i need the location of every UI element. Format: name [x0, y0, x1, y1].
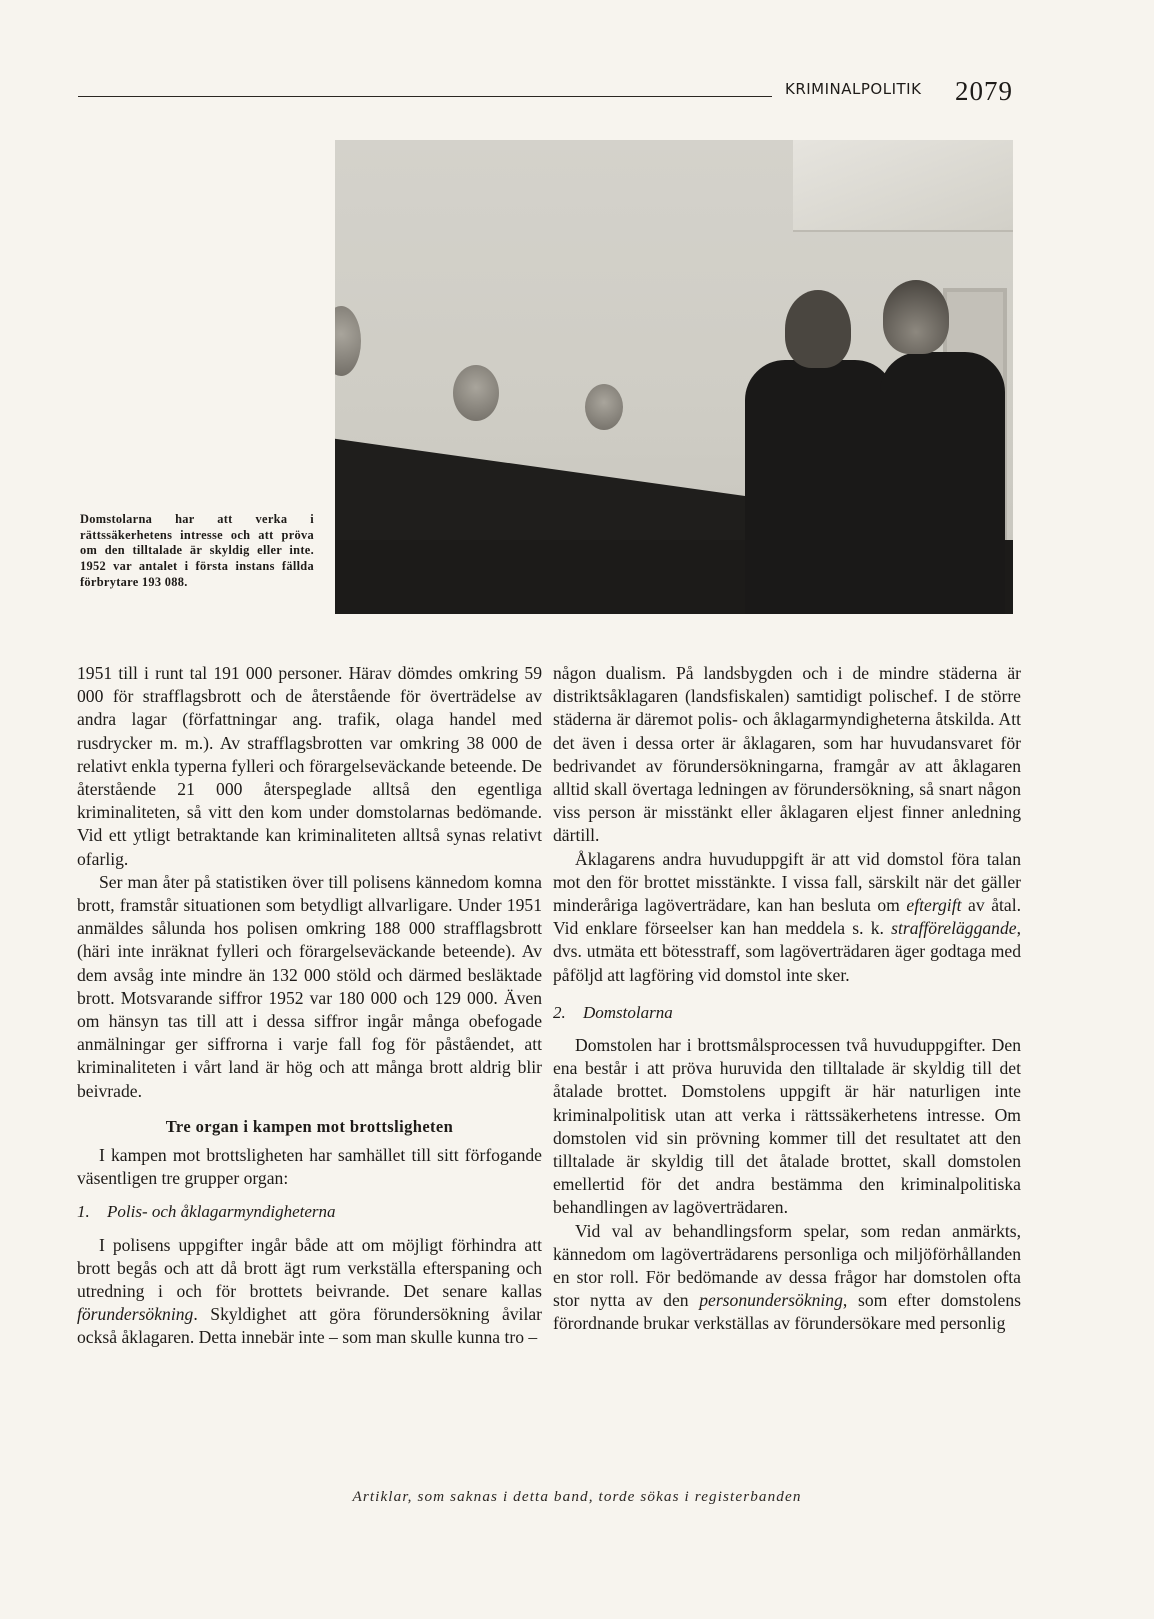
right-column [553, 662, 1021, 1336]
text-run: Vid val av behandlingsform spelar, som redan anmärkts, kännedom om lagöverträdarens personliga och miljöförhållanden en stor roll. För bedömande av dessa frågor har domstolen ofta stor nytta av den [553, 1220, 1021, 1311]
text-run: Åklagarens andra huvuduppgift är att vid domstol föra talan mot den för brottet misstänkte. I vissa fall, särskilt när det gäller minderåriga lagöverträdare, kan han besluta om [553, 848, 1021, 916]
page-number: 2079 [955, 76, 1013, 106]
emphasis: eftergift [906, 895, 962, 916]
footer-note: Artiklar, som saknas i detta band, torde sökas i registerbanden [352, 1488, 802, 1505]
subsection-heading-2 [553, 1001, 1021, 1024]
photo-standing-man-2 [880, 352, 1005, 614]
photo-judge-2 [585, 384, 623, 430]
paragraph: någon dualism. På landsbygden och i de mindre städerna är distriktsåklagaren (landsfiskalen) samtidigt polischef. I de större städerna är däremot polis- och åklagarmyndigheterna åtskilda. Att det även i dessa orter är åklagaren, som har huvudansvaret för bedrivandet av förundersökningarna, framgår av att åklagaren alltid skall övertaga ledningen av förundersökning, så snart någon viss person är misstänkt eller åklagaren eljest finner anledning därtill. [553, 663, 1021, 846]
subsection-title: Domstolarna [583, 1002, 673, 1022]
subsection-number: 2. [553, 1002, 566, 1022]
paragraph [77, 1234, 542, 1350]
running-head: KRIMINALPOLITIK [785, 80, 922, 98]
emphasis: personundersökning [699, 1290, 843, 1311]
courtroom-photo [335, 140, 1013, 614]
photo-ceiling [793, 140, 1013, 232]
photo-judge-1 [453, 365, 499, 421]
emphasis: förundersökning [77, 1304, 194, 1325]
paragraph [553, 1220, 1021, 1336]
photo-caption: Domstolarna har att verka i rättssäkerhetens intresse och att pröva om den tilltalade är skyldig eller inte. 1952 var antalet i första instans fällda förbrytare 193 088. [80, 512, 314, 589]
subsection-heading-1 [77, 1200, 542, 1223]
paragraph [553, 848, 1021, 987]
text-run: , dvs. utmäta ett bötesstraff, som lagöverträdaren äger godtaga med påföljd att lagföring vid domstol inte sker. [553, 918, 1021, 985]
text-run: . Skyldighet att göra förundersökning åvilar också åklagaren. Detta innebär inte – som man skulle kunna tro – [77, 1304, 542, 1348]
paragraph: Ser man åter på statistiken över till polisens kännedom komna brott, framstår situationen som betydligt allvarligare. Under 1951 anmäldes sålunda hos polisen omkring 188 000 strafflagsbrott (häri inte inräknat fylleri och förargelseväckande beteende). Av dem avsåg inte mindre än 132 000 stöld och därmed besläktade brott. Motsvarande siffror 1952 var 180 000 och 129 000. Även om hänsyn tas till att i dessa siffror ingår många obefogade anmälningar ger siffrorna i varje fall fog för påståendet, att kriminaliteten i vårt land är hög och att många brott aldrig blir beivrade. [77, 871, 542, 1101]
subsection-title: Polis- och åklagarmyndigheterna [107, 1202, 336, 1222]
header-rule [78, 96, 772, 97]
text-run: , som efter domstolens förordnande brukar verkställas av förundersökare med personlig [553, 1290, 1021, 1334]
paragraph: 1951 till i runt tal 191 000 personer. Härav dömdes omkring 59 000 för strafflagsbrott och de återstående för överträdelse av andra lagar (författningar ang. trafik, olaga handel med rusdrycker m. m.). Av strafflagsbrotten var omkring 38 000 de relativt enkla typerna fylleri och förargelseväckande beteende. De återstående 21 000 återspeglade alltså den egentliga kriminaliteten, så vitt den kom under domstolarnas bedömande. Vid ett ytligt betraktande kan kriminaliteten alltså synas relativt ofarlig. [77, 663, 542, 869]
paragraph: Domstolen har i brottsmålsprocessen två huvuduppgifter. Den ena består i att pröva huruvida den tilltalade är skyldig till det åtalade brottet. Domstolens uppgift är här naturligen inte kriminalpolitisk utan att verka i rättssäkerhetens intresse. Om domstolen vid sin prövning kommer till det resultatet att den tilltalade är skyldig till det åtalade brottet, skall domstolen emellertid för det andra bestämma den kriminalpolitiska behandlingen av lagöverträdaren. [553, 1035, 1021, 1218]
photo-person-left [335, 306, 361, 376]
section-heading: Tre organ i kampen mot brottsligheten [165, 1116, 454, 1136]
left-column [77, 662, 542, 1350]
text-run: I polisens uppgifter ingår både att om möjligt förhindra att brott begås och att då brott ägt rum verkställa efterspaning och utredning i och för brottets beivrande. Det senare kallas [77, 1234, 542, 1302]
paragraph: I kampen mot brottsligheten har samhället till sitt förfogande väsentligen tre grupper organ: [77, 1145, 542, 1189]
photo-head-back [785, 290, 851, 368]
photo-standing-man-1 [745, 360, 895, 614]
subsection-number: 1. [77, 1202, 90, 1222]
emphasis: strafföreläggande [891, 918, 1017, 939]
text-run: av åtal. Vid enklare förseelser kan han meddela s. k. [553, 895, 1021, 939]
photo-head-smiling [883, 280, 949, 354]
